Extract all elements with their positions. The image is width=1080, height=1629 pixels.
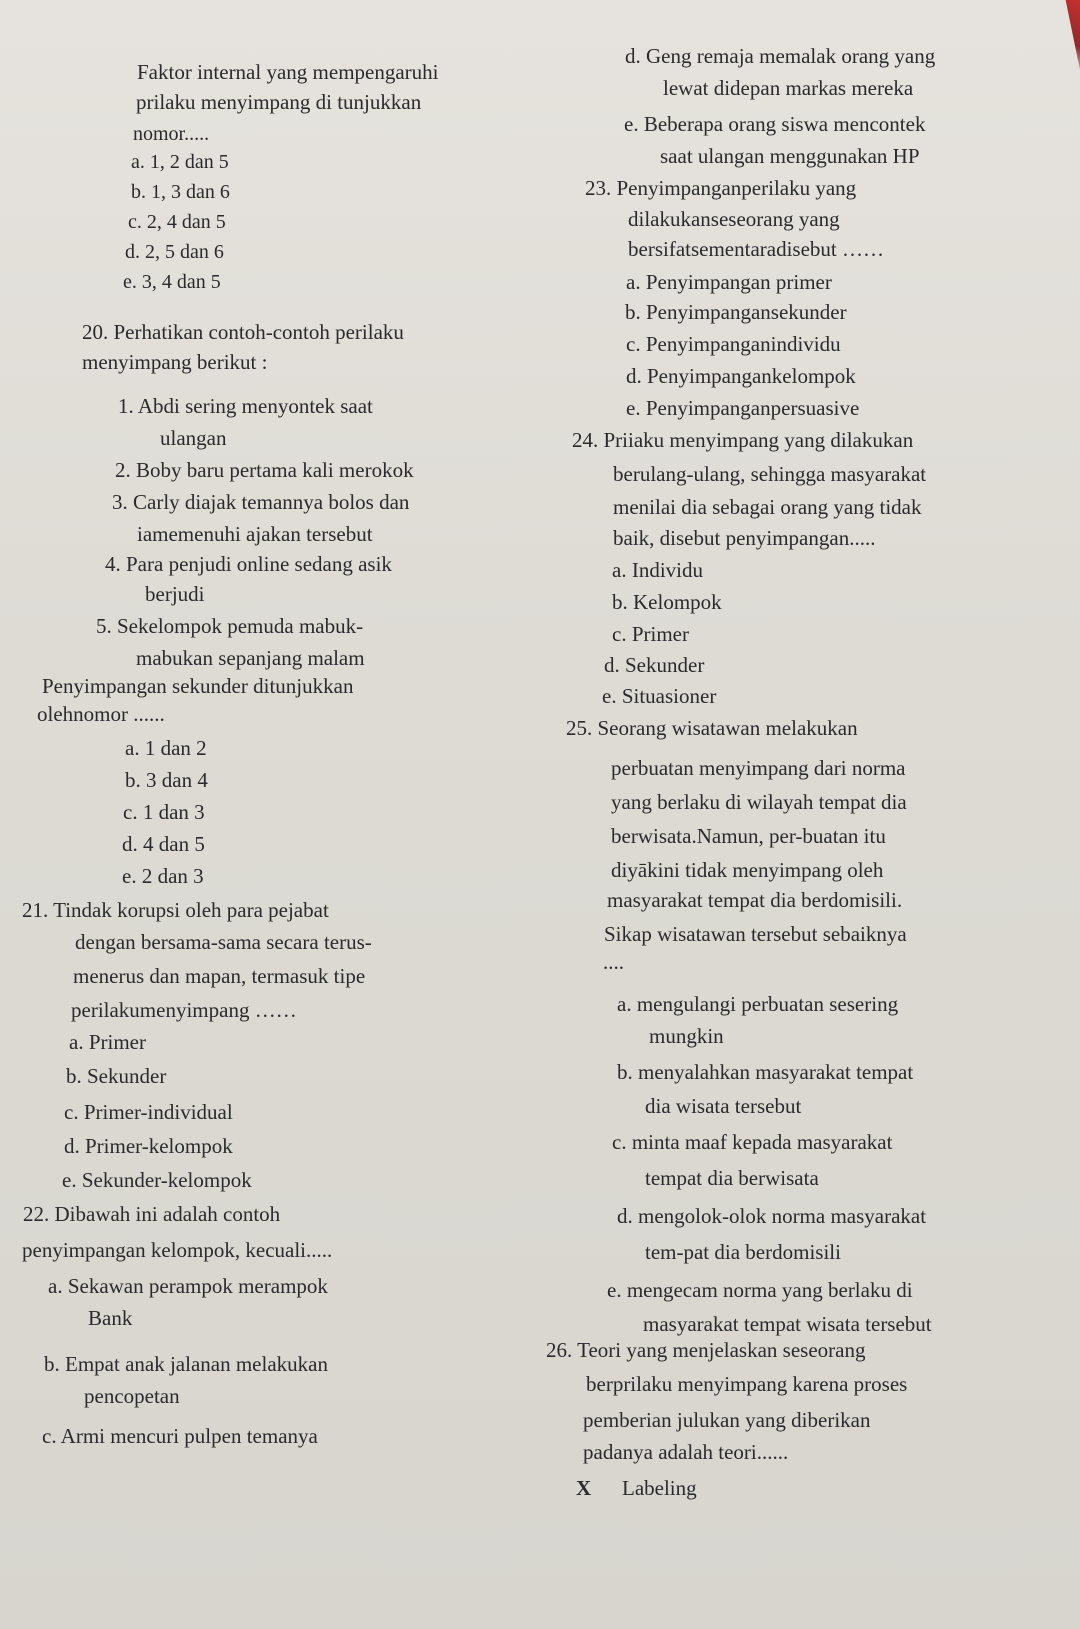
q25-option-a-cont: mungkin: [649, 1024, 724, 1048]
q21-option-a: a. Primer: [69, 1030, 146, 1054]
q26-answer: Labeling: [622, 1476, 697, 1500]
q26-stem-line: padanya adalah teori......: [583, 1440, 789, 1464]
q19-stem-line: nomor.....: [133, 123, 210, 145]
q19-option-b: b. 1, 3 dan 6: [131, 181, 230, 203]
q19-stem-line: prilaku menyimpang di tunjukkan: [136, 90, 422, 114]
q19-option-c: c. 2, 4 dan 5: [128, 211, 226, 233]
q24-option-c: c. Primer: [612, 622, 689, 646]
q20-stem-line: 20. Perhatikan contoh-contoh perilaku: [82, 320, 404, 344]
q20-item-2: 2. Boby baru pertama kali merokok: [115, 458, 414, 482]
q22-option-d-cont: lewat didepan markas mereka: [663, 76, 914, 100]
q22-option-e: e. Beberapa orang siswa mencontek: [624, 112, 926, 136]
q25-option-b-cont: dia wisata tersebut: [645, 1094, 802, 1118]
q22-stem-line: penyimpangan kelompok, kecuali.....: [22, 1238, 333, 1262]
q23-option-e: e. Penyimpanganpersuasive: [626, 396, 860, 420]
q25-stem-line: 25. Seorang wisatawan melakukan: [566, 716, 858, 740]
q20-option-d: d. 4 dan 5: [122, 832, 205, 856]
q21-stem-line: dengan bersama-sama secara terus-: [75, 930, 372, 954]
q20-item-5: 5. Sekelompok pemuda mabuk-: [96, 614, 364, 638]
q20-item-5-cont: mabukan sepanjang malam: [136, 646, 365, 670]
q21-stem-line: perilakumenyimpang ……: [71, 998, 297, 1022]
q20-stem-line: menyimpang berikut :: [82, 350, 268, 374]
q21-option-d: d. Primer-kelompok: [64, 1134, 233, 1158]
q24-option-a: a. Individu: [612, 558, 703, 582]
q21-stem-line: menerus dan mapan, termasuk tipe: [73, 964, 366, 988]
q22-option-a-cont: Bank: [88, 1306, 133, 1330]
q25-stem-line: perbuatan menyimpang dari norma: [611, 756, 906, 780]
q25-option-e-cont: masyarakat tempat wisata tersebut: [643, 1312, 932, 1336]
q23-option-b: b. Penyimpangansekunder: [625, 300, 847, 324]
q26-stem-line: 26. Teori yang menjelaskan seseorang: [546, 1338, 866, 1362]
q20-item-1-cont: ulangan: [160, 426, 227, 450]
q24-option-b: b. Kelompok: [612, 590, 722, 614]
q20-item-3: 3. Carly diajak temannya bolos dan: [112, 490, 410, 514]
q19-option-a: a. 1, 2 dan 5: [131, 151, 229, 173]
q23-stem-line: dilakukanseseorang yang: [628, 207, 840, 231]
q20-option-c: c. 1 dan 3: [123, 800, 205, 824]
q25-stem-line: diyākini tidak menyimpang oleh: [611, 858, 884, 882]
q20-option-a: a. 1 dan 2: [125, 736, 207, 760]
q22-option-e-cont: saat ulangan menggunakan HP: [660, 144, 920, 168]
q20-item-4: 4. Para penjudi online sedang asik: [105, 552, 392, 576]
q23-option-d: d. Penyimpangankelompok: [626, 364, 856, 388]
q22-option-d: d. Geng remaja memalak orang yang: [625, 44, 936, 68]
q20-item-4-cont: berjudi: [145, 582, 205, 606]
q24-stem-line: berulang-ulang, sehingga masyarakat: [613, 462, 927, 486]
q25-option-c-cont: tempat dia berwisata: [645, 1166, 819, 1190]
q22-option-a: a. Sekawan perampok merampok: [48, 1274, 328, 1298]
q25-option-b: b. menyalahkan masyarakat tempat: [617, 1060, 914, 1084]
q21-option-e: e. Sekunder-kelompok: [62, 1168, 252, 1192]
q25-option-d-cont: tem-pat dia berdomisili: [645, 1240, 841, 1264]
answer-cross-mark: X: [576, 1476, 592, 1500]
q24-option-d: d. Sekunder: [604, 653, 705, 677]
red-corner-decoration: [1056, 0, 1080, 70]
q23-stem-line: bersifatsementaradisebut ……: [628, 237, 884, 261]
q20-option-b: b. 3 dan 4: [125, 768, 208, 792]
q22-option-b: b. Empat anak jalanan melakukan: [44, 1352, 328, 1376]
q19-option-e: e. 3, 4 dan 5: [123, 271, 221, 293]
q21-option-b: b. Sekunder: [66, 1064, 167, 1088]
q25-stem-line: masyarakat tempat dia berdomisili.: [607, 888, 903, 912]
q20-item-1: 1. Abdi sering menyontek saat: [118, 394, 373, 418]
q19-stem-line: Faktor internal yang mempengaruhi: [137, 60, 439, 84]
q25-stem-line: yang berlaku di wilayah tempat dia: [611, 790, 907, 814]
q21-option-c: c. Primer-individual: [64, 1100, 233, 1124]
q20-item-3-cont: iamemenuhi ajakan tersebut: [137, 522, 373, 546]
q25-option-e: e. mengecam norma yang berlaku di: [607, 1278, 913, 1302]
q24-stem-line: menilai dia sebagai orang yang tidak: [613, 495, 922, 519]
q24-stem-line: 24. Priiaku menyimpang yang dilakukan: [572, 428, 914, 452]
q25-stem-line: berwisata.Namun, per-buatan itu: [611, 824, 886, 848]
q20-question-line: Penyimpangan sekunder ditunjukkan: [42, 674, 354, 698]
q21-stem-line: 21. Tindak korupsi oleh para pejabat: [22, 898, 329, 922]
q24-stem-line: baik, disebut penyimpangan.....: [613, 526, 876, 550]
q20-question-line: olehnomor ......: [37, 702, 165, 726]
q22-stem-line: 22. Dibawah ini adalah contoh: [23, 1202, 281, 1226]
q25-option-a: a. mengulangi perbuatan sesering: [617, 992, 899, 1016]
q25-stem-line: ....: [603, 950, 624, 974]
q25-option-c: c. minta maaf kepada masyarakat: [612, 1130, 893, 1154]
q23-stem-line: 23. Penyimpanganperilaku yang: [585, 176, 857, 200]
q25-stem-line: Sikap wisatawan tersebut sebaiknya: [604, 922, 907, 946]
q22-option-b-cont: pencopetan: [84, 1384, 180, 1408]
q25-option-d: d. mengolok-olok norma masyarakat: [617, 1204, 927, 1228]
q24-option-e: e. Situasioner: [602, 684, 717, 708]
q19-option-d: d. 2, 5 dan 6: [125, 241, 224, 263]
q26-stem-line: pemberian julukan yang diberikan: [583, 1408, 871, 1432]
q26-stem-line: berprilaku menyimpang karena proses: [586, 1372, 908, 1396]
q22-option-c: c. Armi mencuri pulpen temanya: [42, 1424, 318, 1448]
q23-option-a: a. Penyimpangan primer: [626, 270, 832, 294]
q23-option-c: c. Penyimpanganindividu: [626, 332, 841, 356]
q20-option-e: e. 2 dan 3: [122, 864, 204, 888]
